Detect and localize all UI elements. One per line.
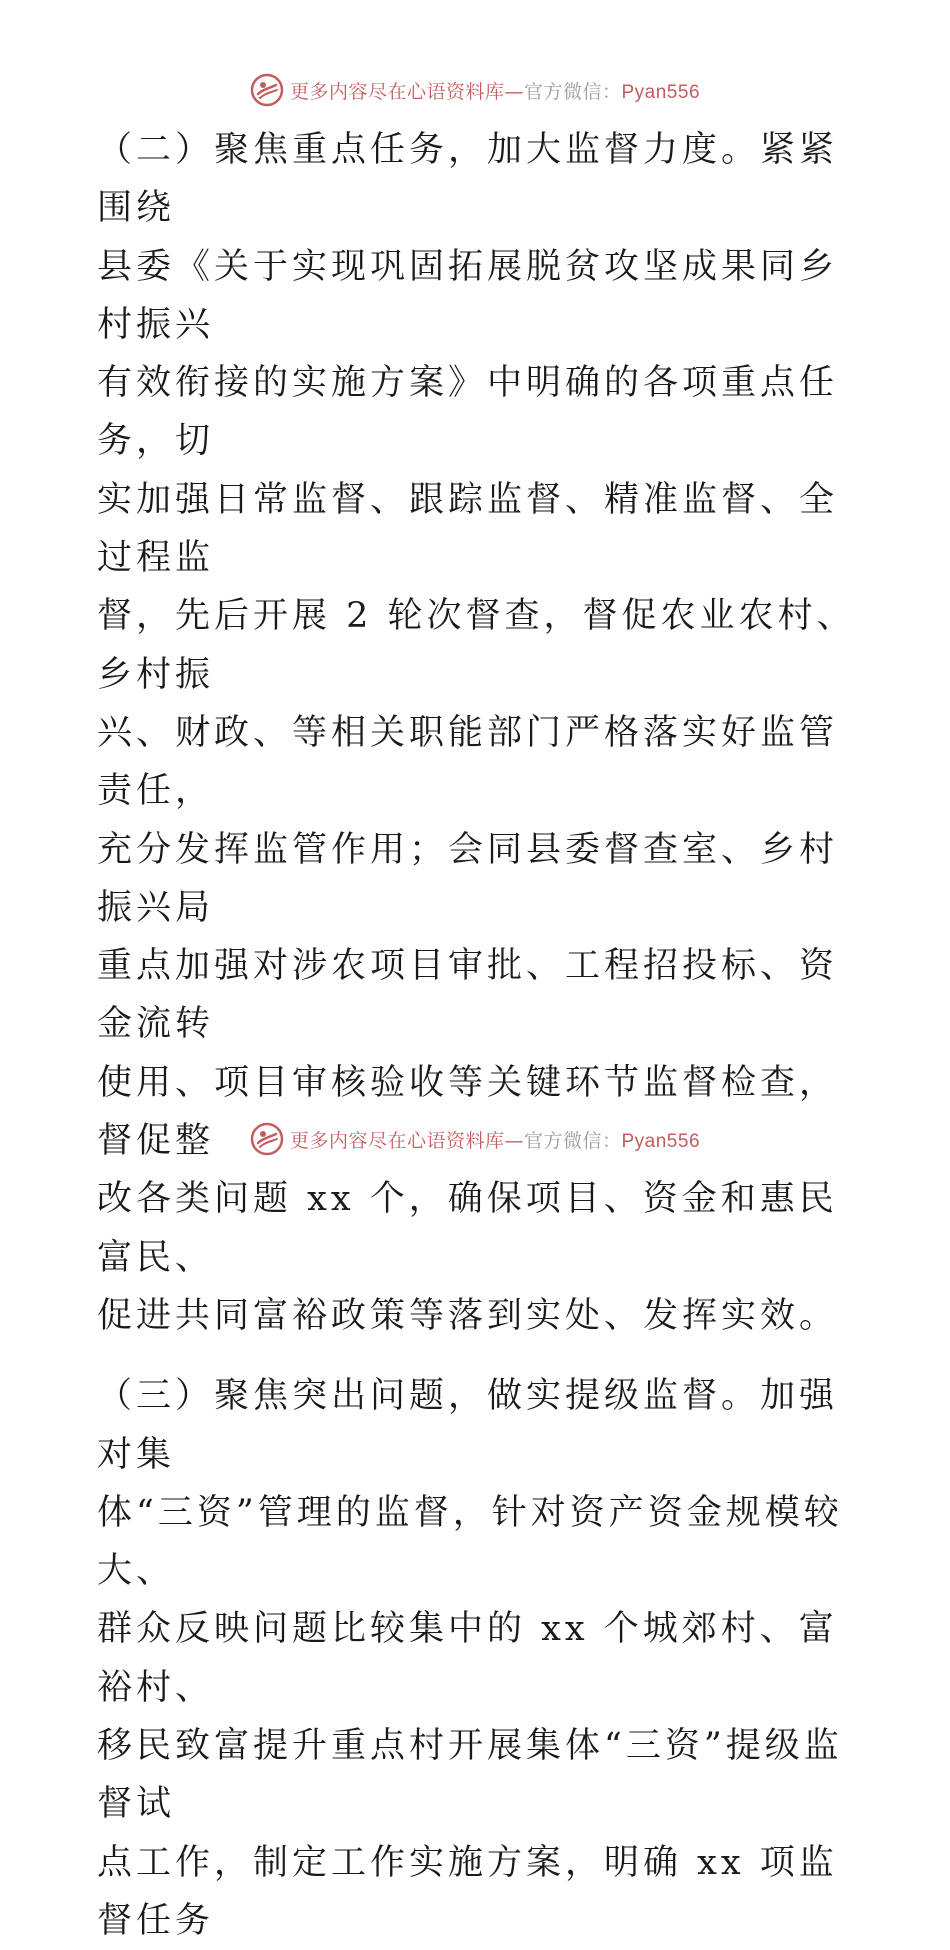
document-body	[97, 121, 857, 1950]
watermark-brand: 更多内容尽在心语资料库	[289, 1129, 505, 1152]
watermark-id: Pyan556	[621, 1130, 701, 1152]
watermark-dash: —	[504, 1129, 524, 1152]
watermark-brand: 更多内容尽在心语资料库	[289, 80, 505, 103]
watermark-id: Pyan556	[621, 81, 701, 103]
watermark-footer	[0, 1119, 950, 1159]
watermark-official: 官方微信：	[523, 80, 622, 103]
watermark-text	[290, 77, 700, 104]
watermark-header	[0, 70, 950, 110]
watermark-dash: —	[504, 80, 524, 103]
watermark-text	[290, 1126, 700, 1153]
watermark-official: 官方微信：	[523, 1129, 622, 1152]
paragraph-problem-focus: （三）聚焦突出问题，做实提级监督。加强对集 体“三资”管理的监督，针对资产资金规模较大、 群众反映问题比较集中的 xx 个城郊村、富裕村、 移民致富提升重点村开展集体“三资”提级监督试 点工作，制定工作实施方案，明确 xx 项监督任务	[97, 1376, 843, 1941]
book-logo-icon	[250, 1122, 284, 1156]
book-logo-icon	[250, 73, 284, 107]
paragraph-task-focus: （二）聚焦重点任务，加大监督力度。紧紧围绕 县委《关于实现巩固拓展脱贫攻坚成果同乡村振兴 有效衔接的实施方案》中明确的各项重点任务，切 实加强日常监督、跟踪监督、精准监督、全过程监 督，先后开展 2 轮次督查，督促农业农村、乡村振 兴、财政、等相关职能部门严格落实好监管责任， 充分发挥监管作用；会同县委督查室、乡村振兴局 重点加强对涉农项目审批、工程招投标、资金流转 使用、项目审核验收等关键环节监督检查，督促整 改各类问题 xx 个，确保项目、资金和惠民富民、 促进共同富裕政策等落到实处、发挥实效。	[97, 130, 856, 1336]
